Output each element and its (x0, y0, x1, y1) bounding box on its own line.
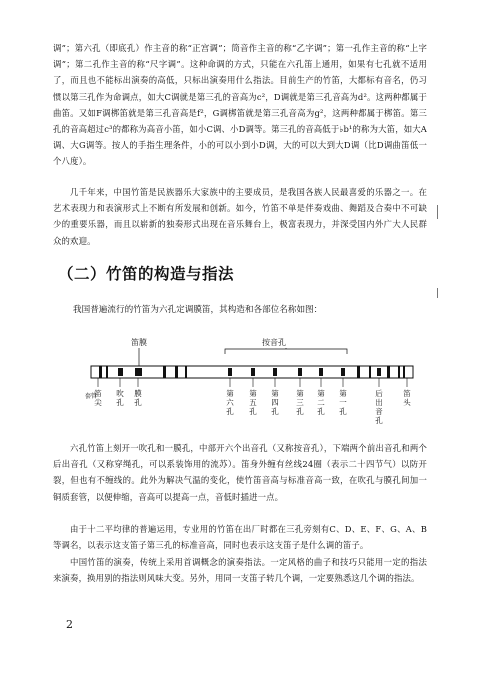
diagram-label: 后出音孔 (375, 389, 383, 425)
bottom-labels (94, 388, 411, 425)
paragraph-fingering: 中国竹笛的演奏，传统上采用首调概念的演奏指法。一定风格的曲子和技巧只能用一定的指法来演奏，换用别的指法则风味大变。另外，用同一支笛子转几个调，一定要熟悉这几个调的指法。 (53, 557, 427, 584)
paragraph-history: 几千年来，中国竹笛是民族器乐大家族中的主要成员，是我国各族人民最喜爱的乐器之一。在艺术表现力和表演形式上不断有所发展和创新。如今，竹笛不单是伴奏戏曲、舞蹈及合奏中不可缺少的重要乐器，而且以崭新的独奏形式出现在音乐舞台上，极富表现力，并深受国内外广大人民群众的欢迎。 (53, 187, 427, 246)
diagram-label: 第一孔 (339, 389, 347, 416)
diagram-label: 笛头 (403, 389, 411, 407)
diagram-label: 膜孔 (134, 389, 142, 407)
flute-diagram (85, 334, 430, 434)
diagram-label: 吹孔 (116, 389, 124, 407)
diagram-label: 第二孔 (317, 389, 325, 416)
margin-mark (437, 288, 438, 298)
paragraph-key-names: 由于十二平均律的普遍运用，专业用的竹笛在出厂时都在三孔旁刻有C、D、E、F、G、A、B等调名，以表示这支笛子第三孔的标准音高，同时也表示这支笛子是什么调的笛子。 (53, 524, 427, 551)
diagram-label: 第三孔 (296, 389, 304, 416)
section-heading: （二）竹笛的构造与指法 (58, 264, 235, 283)
label-sleeve-side: 套管 (85, 393, 98, 400)
diagram-label: 笛尖 (94, 389, 102, 407)
diagram-label: 第四孔 (271, 389, 279, 416)
page-number: 2 (66, 618, 73, 631)
figure-caption: 我国普遍流行的竹笛为六孔定调膜笛，其构造和各部位名称如图： (73, 305, 323, 315)
label-tone-holes: 按音孔 (262, 338, 286, 347)
paragraph-naming-keys: 调”；第六孔（即底孔）作主音的称“正宫调”；筒音作主音的称“乙字调”；第一孔作主音的称“上字调”；第二孔作主音的称“尺字调”。这种命调的方式，只能在六孔笛上通用，如果有七孔就不适用了，而且也不能标出演奏的高低，只标出演奏用什么指法。目前生产的竹笛，大都标有音名，仍习惯以第三孔作为命调点，如大C调就是第三孔的音高为c²，D调就是第三孔音高为d²。这两种都属于曲笛。又如F调梆笛就是第三孔音高是f²，G调梆笛就是第三孔音高为g²，这两种都属于梆笛。第三孔的音高超过c³的都称为高音小笛，如小C调、小D调等。第三孔的音高低于♭b¹的称为大笛，如大A调、大G调等。按人的手指生理条件，小的可以小到小D调，大的可以大到大D调（比D调曲笛低一个八度）。 (53, 43, 427, 167)
label-sleeve: 笛膜 (131, 338, 147, 347)
paragraph-structure: 六孔竹笛上刻开一吹孔和一膜孔，中部开六个出音孔（又称按音孔），下端两个前出音孔和两个后出音孔（又称穿绳孔，可以系装饰用的流苏）。笛身外缠有丝线24圈（表示二十四节气）以防开裂，但也有不缠线的。此外为解决气温的变化，使竹笛音高与标准音高一致，在吹孔与膜孔间加一铜质套管，以便伸缩，音高可以提高一点，音低时插进一点。 (53, 443, 427, 502)
diagram-label: 第五孔 (249, 389, 257, 416)
margin-mark (437, 205, 438, 219)
diagram-label: 第六孔 (226, 389, 234, 416)
